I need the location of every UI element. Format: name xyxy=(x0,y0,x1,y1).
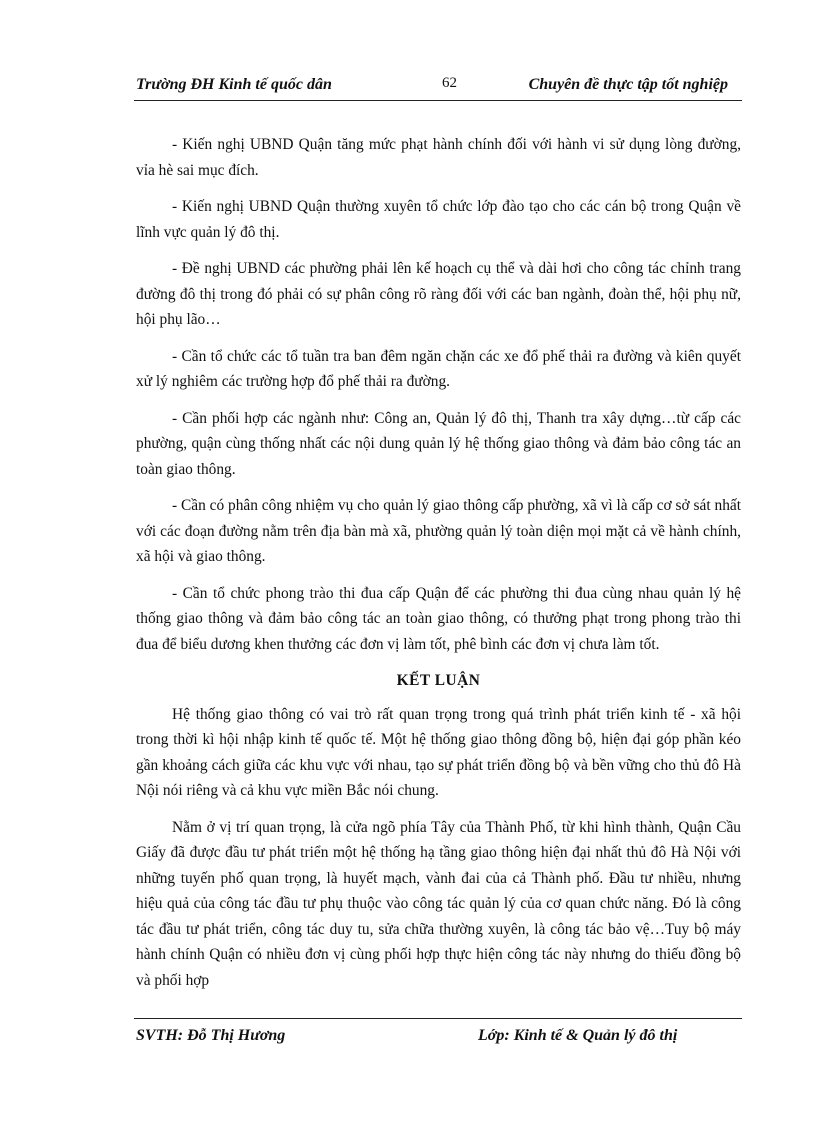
header-report-title: Chuyên đề thực tập tốt nghiệp xyxy=(528,76,728,93)
page-footer xyxy=(134,1018,742,1044)
paragraph: - Cần phối hợp các ngành như: Công an, Quản lý đô thị, Thanh tra xây dựng…từ cấp các phường, quận cùng thống nhất các nội dung quản lý hệ thống giao thông và đảm bảo công tác an toàn giao thông. xyxy=(136,409,741,478)
page-header xyxy=(134,70,742,101)
paragraph: Nằm ở vị trí quan trọng, là cửa ngõ phía Tây của Thành Phố, từ khi hình thành, Quận Cầu Giấy đã được đầu tư phát triển một hệ thống hạ tầng giao thông hiện đại nhất thủ đô Hà Nội với những tuyến phố quan trọng, là huyết mạch, vành đai của cả Thành phố. Đầu tư nhiều, nhưng hiệu quả của công tác đầu tư phụ thuộc vào công tác quản lý của cơ quan chức năng. Đó là công tác đầu tư phát triển, công tác duy tu, sửa chữa thường xuyên, là công tác bảo vệ…Tuy bộ máy hành chính Quận có nhiều đơn vị cùng phối hợp thực hiện công tác này nhưng do thiếu đồng bộ và phối hợp xyxy=(136,818,741,989)
header-school: Trường ĐH Kinh tế quốc dân xyxy=(136,76,332,93)
paragraph: - Đề nghị UBND các phường phải lên kế hoạch cụ thể và dài hơi cho công tác chỉnh trang đường đô thị trong đó phải có sự phân công rõ ràng đối với các ban ngành, đoàn thể, hội phụ nữ, hội phụ lão… xyxy=(136,260,741,328)
paragraph: - Cần có phân công nhiệm vụ cho quản lý giao thông cấp phường, xã vì là cấp cơ sở sát nhất với các đoạn đường nằm trên địa bàn mà xã, phường quản lý toàn diện mọi mặt cả về hành chính, xã hội và giao thông. xyxy=(136,497,741,565)
paragraph: - Cần tổ chức phong trào thi đua cấp Quận để các phường thi đua cùng nhau quản lý hệ thống giao thông và đảm bảo công tác an toàn giao thông, có thưởng phạt trong phong trào thi đua để biểu dương khen thưởng các đơn vị làm tốt, phê bình các đơn vị chưa làm tốt. xyxy=(136,584,741,653)
paragraph: - Kiến nghị UBND Quận tăng mức phạt hành chính đối với hành vi sử dụng lòng đường, vỉa hè sai mục đích. xyxy=(136,136,741,179)
paragraph: - Kiến nghị UBND Quận thường xuyên tổ chức lớp đào tạo cho các cán bộ trong Quận về lĩnh vực quản lý đô thị. xyxy=(136,198,741,241)
paragraph: Hệ thống giao thông có vai trò rất quan trọng trong quá trình phát triển kinh tế - xã hội trong thời kì hội nhập kinh tế quốc tế. Một hệ thống giao thông đồng bộ, hiện đại góp phần kéo gần khoảng cách giữa các khu vực với nhau, tạo sự phát triển đồng bộ và bền vững cho thủ đô Hà Nội nói riêng và cả khu vực miền Bắc nói chung. xyxy=(136,705,741,799)
page-number: 62 xyxy=(442,75,457,91)
section-heading: KẾT LUẬN xyxy=(396,672,481,689)
footer-student: SVTH: Đỗ Thị Hương xyxy=(136,1027,286,1044)
document-body xyxy=(136,132,741,1004)
paragraph: - Cần tổ chức các tổ tuần tra ban đêm ngăn chặn các xe đổ phế thải ra đường và kiên quyết xử lý nghiêm các trường hợp đổ phế thải ra đường. xyxy=(136,347,741,390)
footer-class: Lớp: Kinh tế & Quản lý đô thị xyxy=(478,1027,678,1044)
